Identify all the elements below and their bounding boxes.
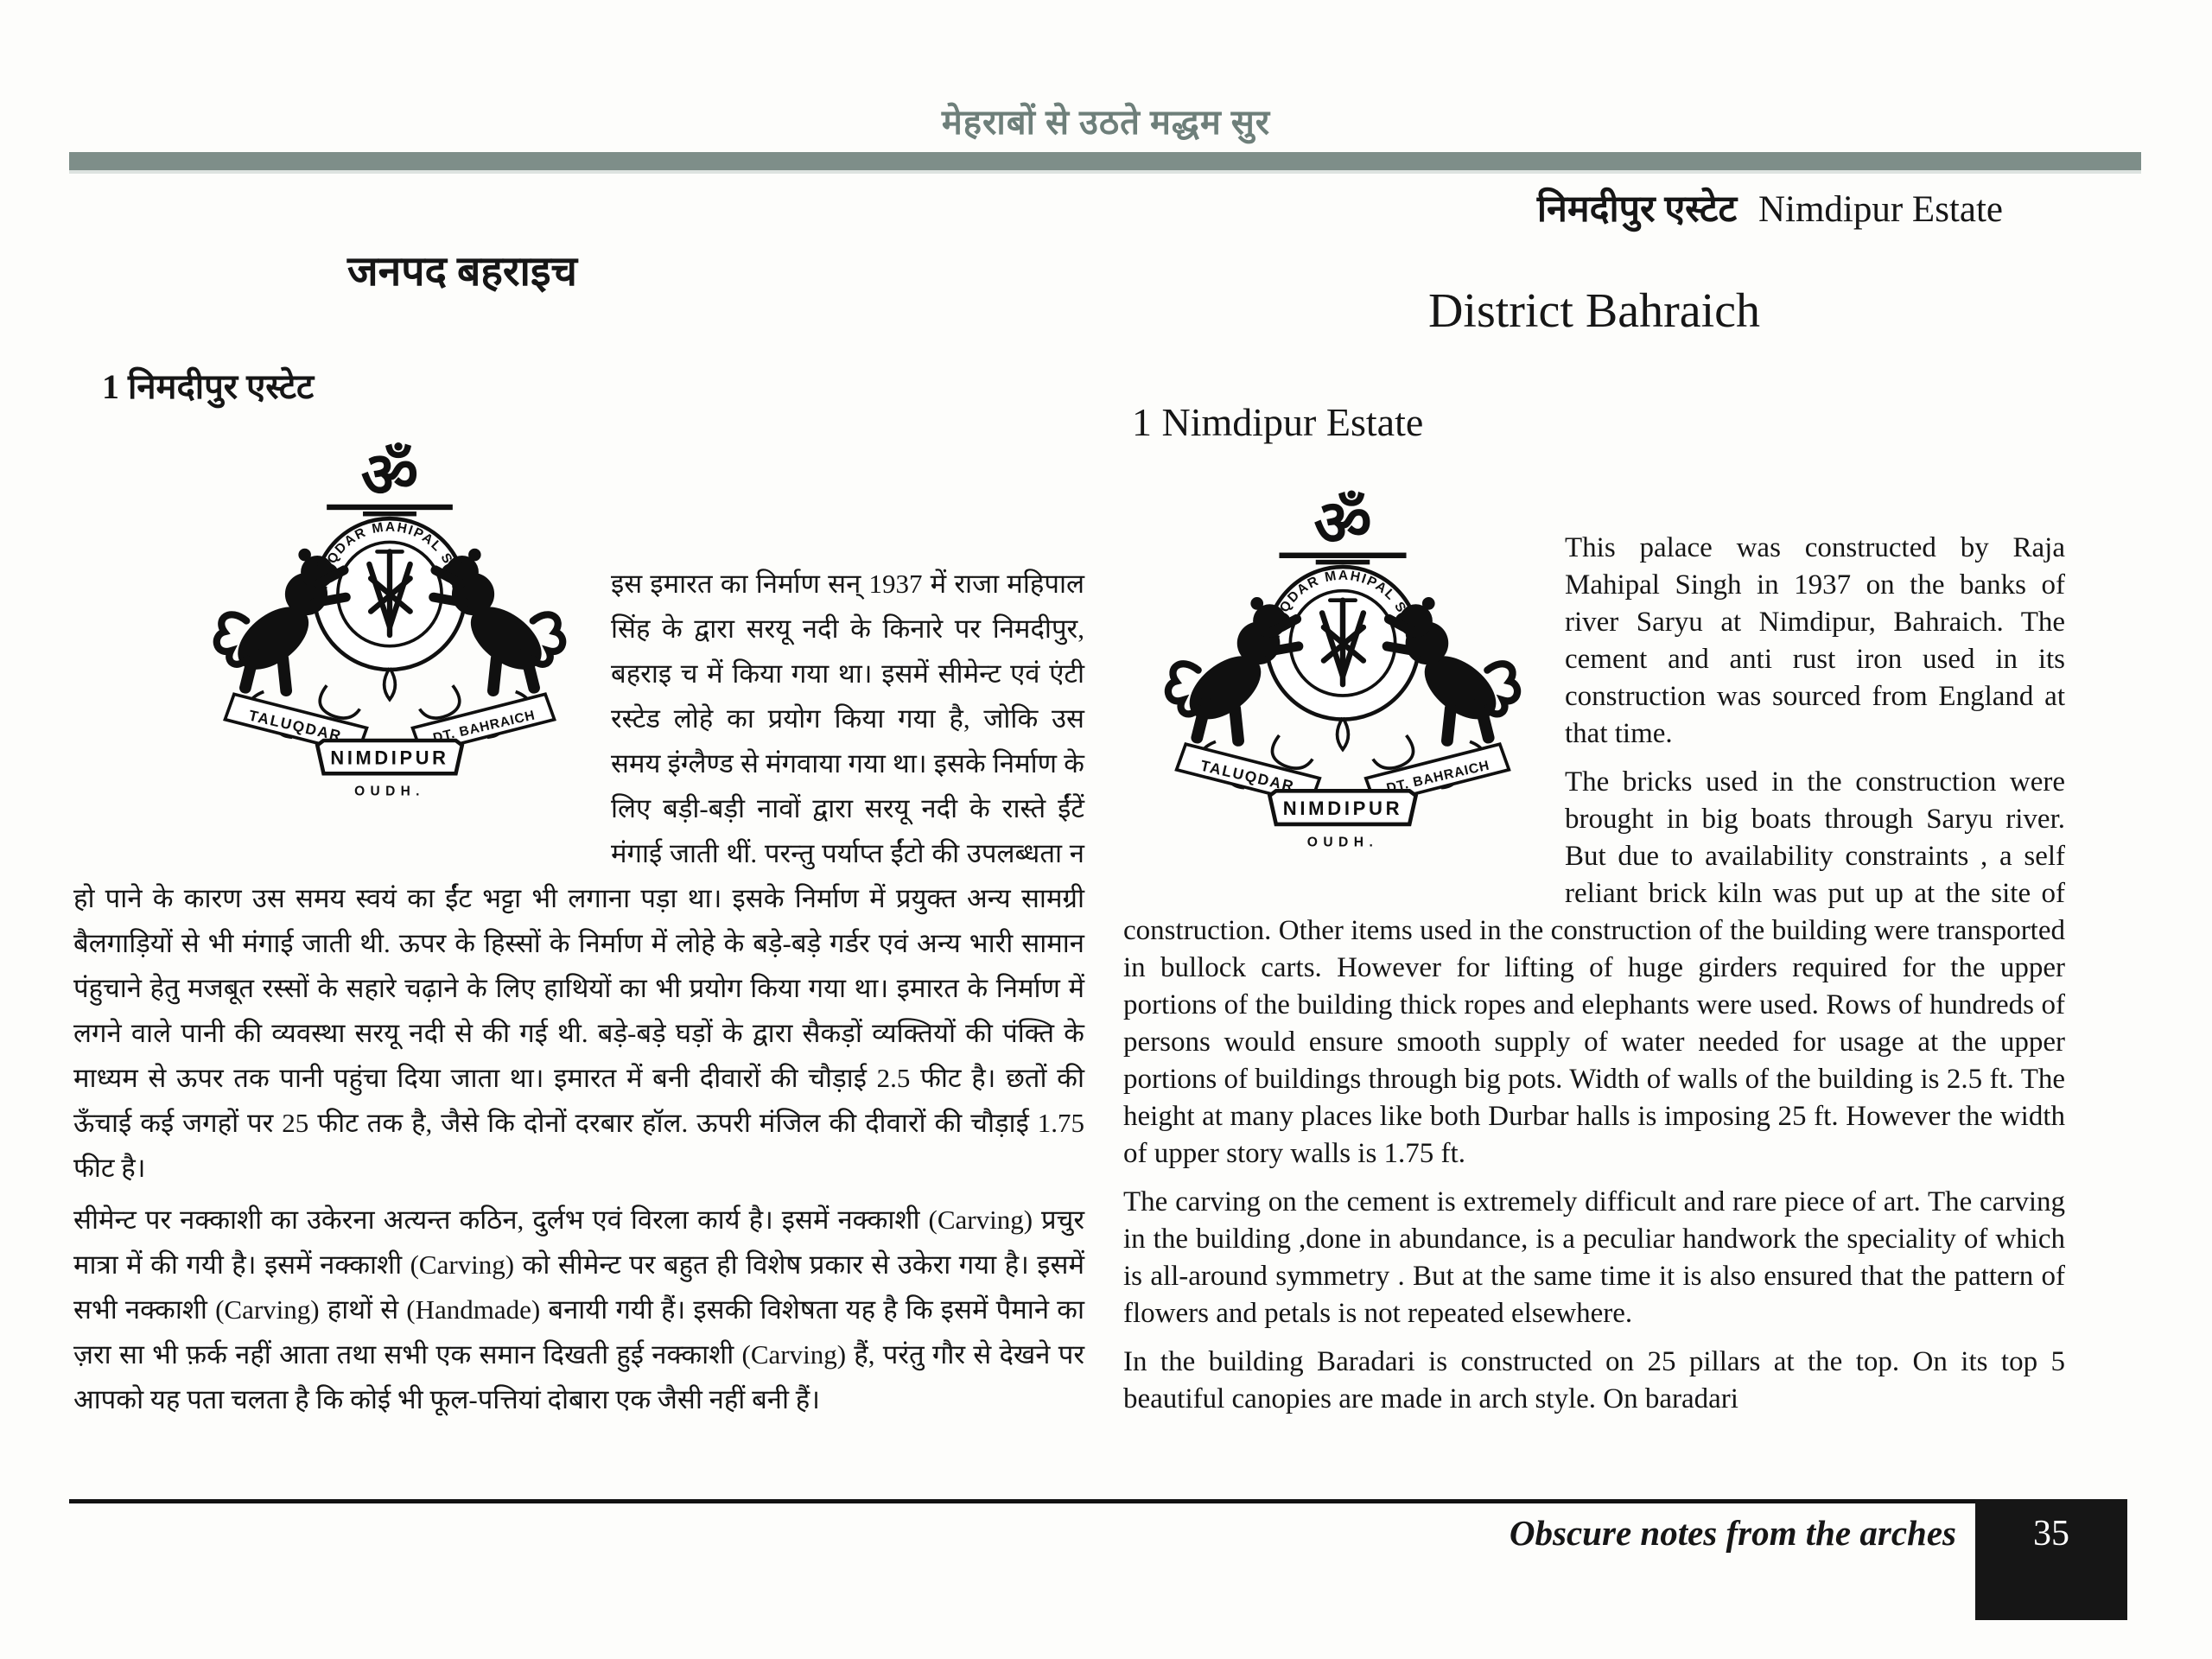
estate-subtitle	[1537, 181, 2003, 232]
left-section-title: 1 निमदीपुर एस्टेट	[102, 367, 315, 406]
english-text-block	[1123, 480, 2065, 1418]
estate-subtitle-hindi: निमदीपुर एस्टेट	[1536, 189, 1738, 230]
running-title: मेहराबों से उठते मद्धम सुर	[941, 103, 1271, 142]
footer-rule	[69, 1499, 2127, 1503]
right-section-title: 1 Nimdipur Estate	[1132, 400, 1424, 444]
estate-subtitle-english: Nimdipur Estate	[1758, 189, 2003, 230]
english-paragraph: This palace was constructed by Raja Mahipal Singh in 1937 on the banks of river Saryu at Nimdipur, Bahraich. The cement and anti rust iron used in its construction was sourced from England at that time.	[1565, 532, 2065, 749]
crest-emblem-icon	[194, 432, 585, 802]
nimdipur-crest-right	[1145, 480, 1541, 853]
header-rule	[69, 152, 2141, 174]
hindi-text-block	[73, 432, 1084, 1422]
hindi-paragraph: इस इमारत का निर्माण सन् 1937 में राजा महिपाल सिंह के द्वारा सरयू नदी के किनारे पर निमदीपुर, बहराइ च में किया गया था। इसमें सीमेन्ट एवं एंटी रस्टेड लोहे का प्रयोग किया गया है, जोकि उस समय इंग्लैण्ड से मंगवाया गया था। इसके निर्माण के लिए बड़ी-बड़ी नावों द्वारा सरयू नदी के रास्ते ईंटें मंगाई जाती थीं. परन्तु पर्याप्त ईंटो की उपलब्धता न हो पाने के कारण उस समय स्वयं का ईंट भट्टा भी लगाना पड़ा था। इसके निर्माण में प्रयुक्त अन्य सामग्री बैलगाड़ियों से भी मंगाई जाती थी. ऊपर के हिस्सों के निर्माण में लोहे के बड़े-बड़े गर्डर एवं अन्य भारी सामान पंहुचाने हेतु मजबूत रस्सों के सहारे चढ़ाने के लिए हाथियों का भी प्रयोग किया गया था। इमारत के निर्माण में लगने वाले पानी की व्यवस्था सरयू नदी से की गई थी. बड़े-बड़े घड़ों के द्वारा सैकड़ों व्यक्तियों की पंक्ति के माध्यम से ऊपर तक पानी पहुंचा दिया जाता था। इमारत में बनी दीवारों की चौड़ाई 2.5 फीट है। छतों की ऊँचाई कई जगहों पर 25 फीट तक है, जैसे कि दोनों दरबार हॉल. ऊपरी मंजिल की दीवारों की चौड़ाई 1.75 फीट है।	[73, 569, 1084, 1183]
nimdipur-crest-left	[194, 432, 585, 802]
page-number-box	[1975, 1499, 2127, 1620]
english-paragraph: The carving on the cement is extremely difficult and rare piece of art. The carving in the building ,done in abundance, is a peculiar handwork the speciality of which is all-around symmetry . But at the same time it is also ensured that the pattern of flowers and petals is not repeated elsewhere.	[1123, 1186, 2065, 1329]
right-column-heading: District Bahraich	[1427, 284, 1761, 338]
english-paragraph: In the building Baradari is constructed on 25 pillars at the top. On its top 5 beautiful canopies are made in arch style. On baradari	[1123, 1346, 2065, 1414]
footer-book-title: Obscure notes from the arches	[1509, 1513, 1956, 1553]
page-number: 35	[2033, 1514, 2069, 1554]
hindi-paragraph: सीमेन्ट पर नक्काशी का उकेरना अत्यन्त कठिन, दुर्लभ एवं विरला कार्य है। इसमें नक्काशी (Carving) प्रचुर मात्रा में की गयी है। इसमें नक्काशी (Carving) को सीमेन्ट पर बहुत ही विशेष प्रकार से उकेरा गया है। इसमें सभी नक्काशी (Carving) हाथों से (Handmade) बनायी गयी हैं। इसकी विशेषता यह है कि इसमें पैमाने का ज़रा सा भी फ़र्क नहीं आता तथा सभी एक समान दिखती हुई नक्काशी (Carving) हैं, परंतु गौर से देखने पर आपको यह पता चलता है कि कोई भी फूल-पत्तियां दोबारा एक जैसी नहीं बनी हैं।	[73, 1205, 1084, 1414]
english-paragraph: The bricks used in the construction were brought in big boats through Saryu river. But due to availability constraints , a self reliant brick kiln was put up at the site of construction. Other items used in the construction of the building were transported in bullock carts. However for lifting of huge girders required for the upper portions of the building thick ropes and elephants were used. Rows of hundreds of persons would ensure smooth supply of water needed for usage at the upper portions of buildings through big pots. Width of walls of the building is 2.5 ft. The height at many places like both Durbar halls is imposing 25 ft. However the width of upper story walls is 1.75 ft.	[1123, 766, 2065, 1169]
left-column-heading: जनपद बहराइच	[346, 249, 578, 295]
crest-emblem-icon	[1145, 480, 1541, 853]
